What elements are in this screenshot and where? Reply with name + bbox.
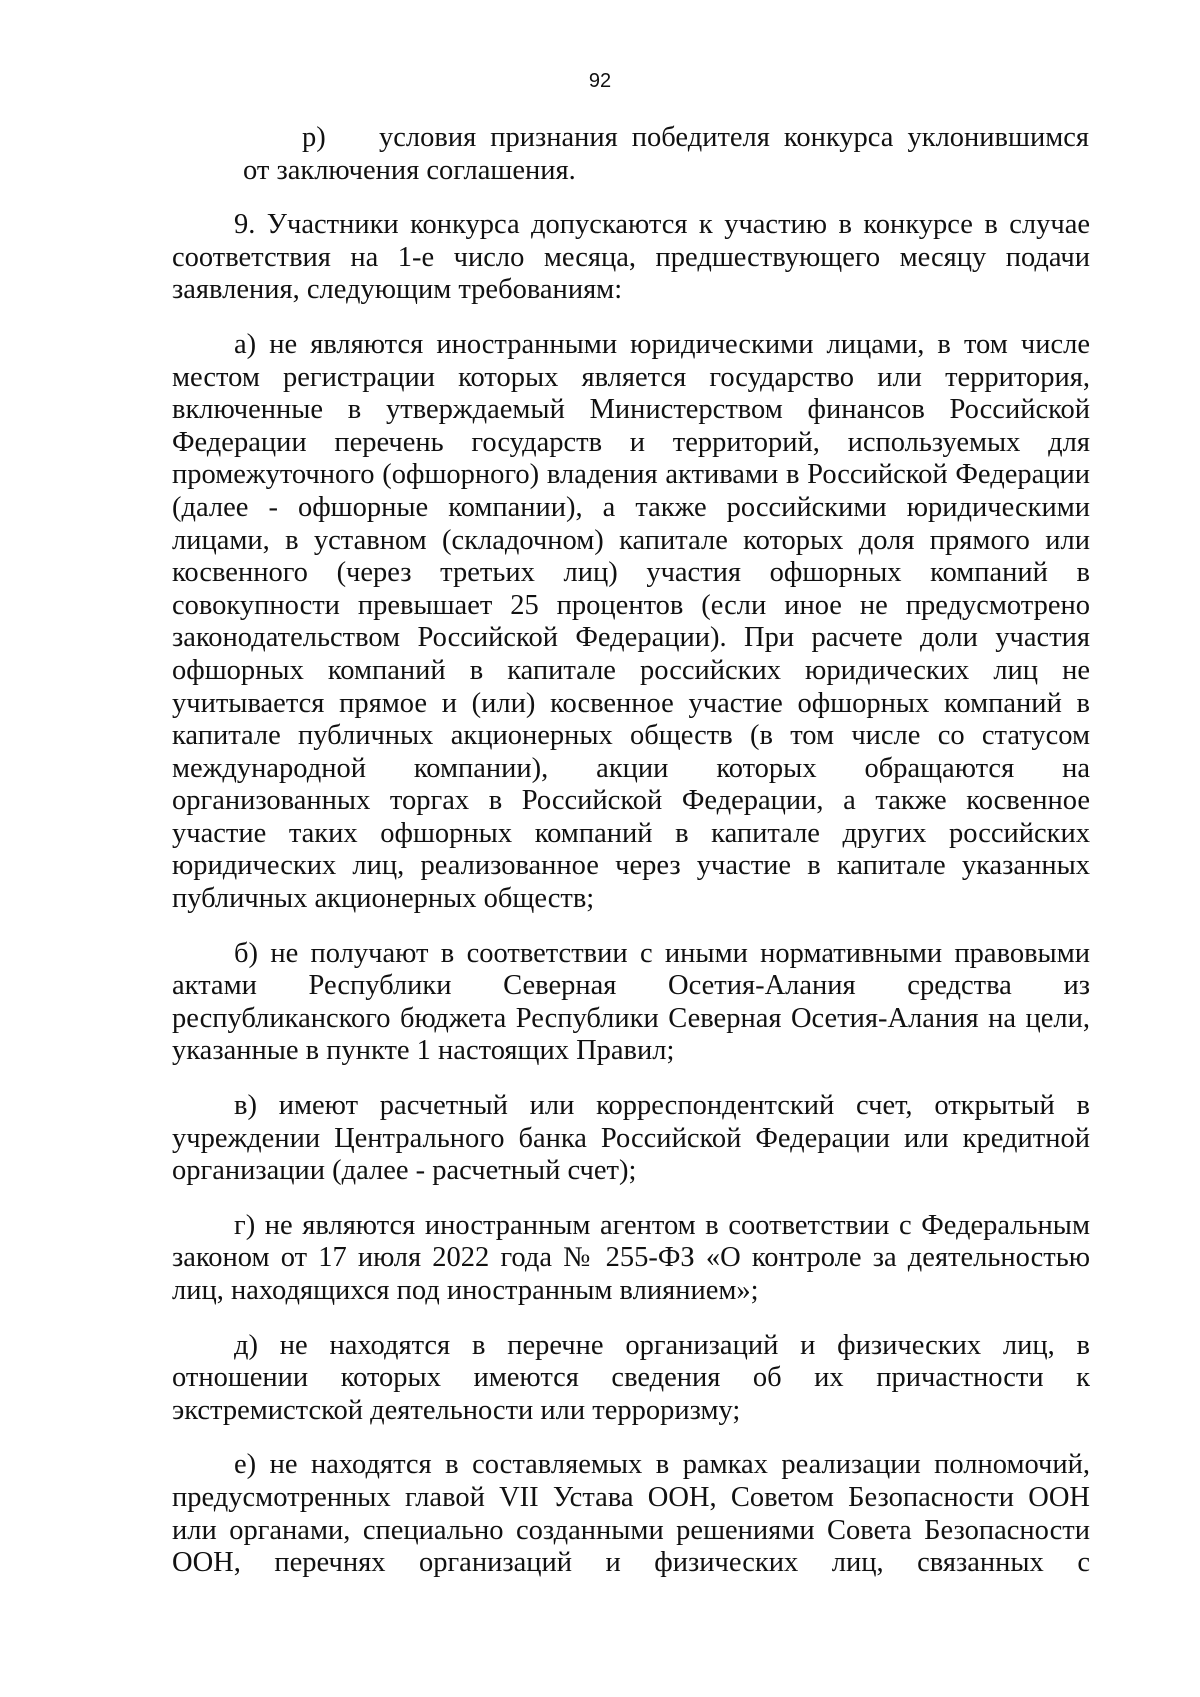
item-r-marker: р) — [302, 122, 326, 153]
page-number: 92 — [588, 70, 612, 92]
paragraph-9: 9. Участники конкурса допускаются к участию в конкурсе в случае соответствия на 1-е число месяца, предшествующего месяцу подачи заявления, следующим требованиям: — [172, 209, 1090, 306]
paragraph-e: е) не находятся в составляемых в рамках реализации полномочий, предусмотренных главой VII Устава ООН, Советом Безопасности ООН или органами, специально созданными решениями Совета Безопасности ООН, перечнях организаций и физических лиц, связанных с — [172, 1449, 1090, 1579]
item-r-line2: от заключения соглашения. — [243, 154, 576, 186]
item-r-line1: условия признания победителя конкурса уклонившимся — [379, 122, 1089, 153]
paragraph-a: а) не являются иностранными юридическими лицами, в том числе местом регистрации которых является государство или территория, включенные в утверждаемый Министерством финансов Российской Федерации перечень государств и территорий, используемых для промежуточного (офшорного) владения активами в Российской Федерации (далее - офшорные компании), а также российскими юридическими лицами, в уставном (складочном) капитале которых доля прямого или косвенного (через третьих лиц) участия офшорных компаний в совокупности превышает 25 процентов (если иное не предусмотрено законодательством Российской Федерации). При расчете доли участия офшорных компаний в капитале российских юридических лиц не учитывается прямое и (или) косвенное участие офшорных компаний в капитале публичных акционерных обществ (в том числе со статусом международной компании), акции которых обращаются на организованных торгах в Российской Федерации, а также косвенное участие таких офшорных компаний в капитале других российских юридических лиц, реализованное через участие в капитале указанных публичных акционерных обществ; — [172, 328, 1090, 915]
paragraph-b: б) не получают в соответствии с иными нормативными правовыми актами Республики Северная Осетия-Алания средства из республиканского бюджета Республики Северная Осетия-Алания на цели, указанные в пункте 1 настоящих Правил; — [172, 937, 1090, 1067]
document-body — [172, 122, 1090, 1602]
paragraph-v: в) имеют расчетный или корреспондентский счет, открытый в учреждении Центрального банка Российской Федерации или кредитной организации (далее - расчетный счет); — [172, 1090, 1090, 1187]
paragraph-g: г) не являются иностранным агентом в соответствии с Федеральным законом от 17 июля 2022 года № 255-ФЗ «О контроле за деятельностью лиц, находящихся под иностранным влиянием»; — [172, 1209, 1090, 1306]
paragraph-d: д) не находятся в перечне организаций и физических лиц, в отношении которых имеются сведения об их причастности к экстремистской деятельности или терроризму; — [172, 1329, 1090, 1426]
item-r — [0, 122, 1090, 187]
